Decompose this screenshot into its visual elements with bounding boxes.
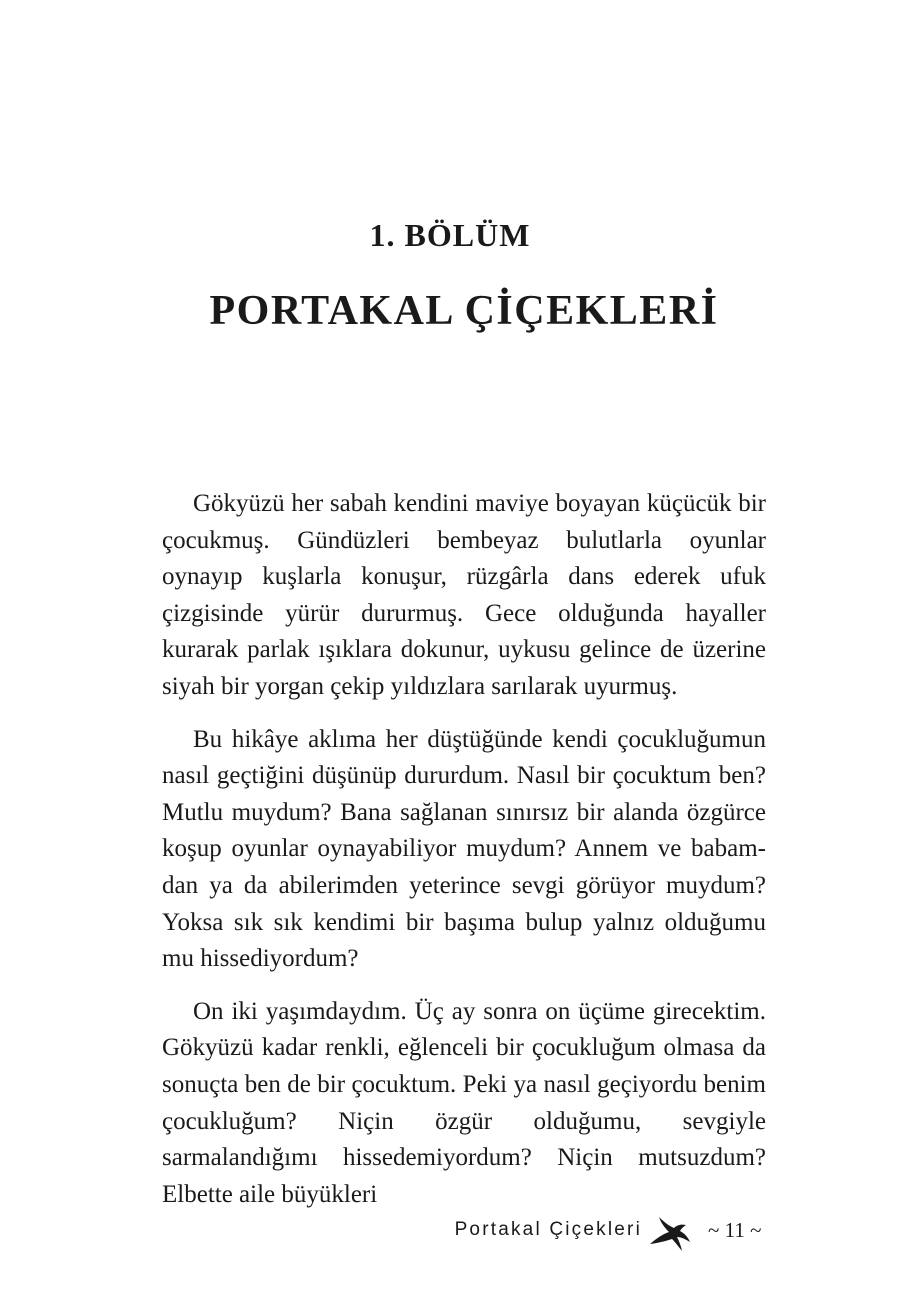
swallow-bird-icon — [648, 1213, 692, 1253]
paragraph-1: Gökyüzü her sabah kendini maviye boyayan küçücük bir çocukmuş. Gündüzleri bembeyaz bulutlarla oyunlar oynayıp kuşlarla konuşur, rüzgârla dans ederek ufuk çizgisinde yürür dururmuş. Gece olduğunda hayaller kurarak parlak ışıklara dokunur, uykusu gelince de üzerine siyah bir yorgan çekip yıldızlara sarılarak uyurmuş. — [162, 490, 766, 700]
body-text — [162, 486, 766, 1213]
chapter-number: 1. BÖLÜM — [369, 217, 531, 254]
chapter-title: PORTAKAL ÇİÇEKLERİ — [209, 287, 719, 334]
paragraph-3: On iki yaşımdaydım. Üç ay sonra on üçüme girecektim. Gökyüzü kadar renkli, eğlenceli bir çocukluğum olmasa da sonuçta ben de bir çocuktum. Peki ya nasıl geçiyordu benim çocukluğum? Niçin özgür olduğumu, sevgiyle sarmalandığımı hissedemiyordum? Niçin mutsuzdum? Elbette aile büyükleri — [162, 997, 766, 1208]
running-title: Portakal Çiçekleri — [454, 1219, 642, 1240]
paragraph-2: Bu hikâye aklıma her düştüğünde kendi çocukluğumun nasıl geçtiğini düşünüp dururdum. Nasıl bir çocuktum ben? Mutlu muydum? Bana sağlanan sınırsız bir alanda özgürce koşup oyunlar oynayabiliyor muydum? Annem ve babamdan ya da abilerimden yeterince sevgi görüyor muydum? Yoksa sık sık kendimi bir başıma bulup yalnız olduğumu mu hissediyordum? — [162, 725, 766, 973]
page-footer — [0, 1213, 900, 1253]
page-number: ~ 11 ~ — [708, 1218, 762, 1242]
